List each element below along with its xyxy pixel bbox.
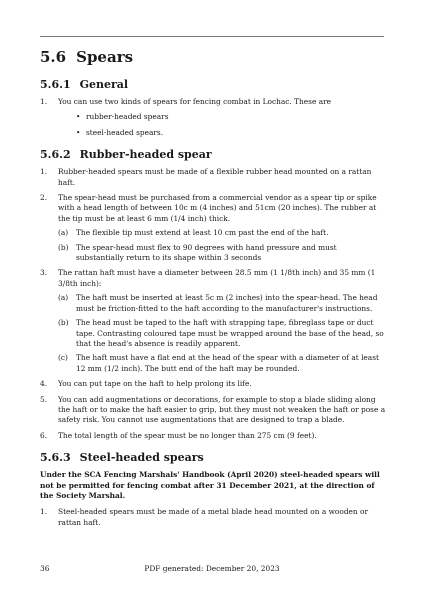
subsection-heading-rubber: 5.6.2 Rubber-headed spear — [40, 148, 212, 162]
generated-date: PDF generated: December 20, 2023 — [144, 564, 280, 573]
list-item: 3. The rattan haft must have a diameter between 28.5 mm (1 1/8th inch) and 35 mm (1 3/8th inch): (a) The haft must be inserted at least 5c m (2 inches) into the spear-head. The head must be friction-fitted to the haft according to the manufacturer's instructions. (b) The head must be taped to the haft with strapping tape, fibreglass tape or duct tape. Contrasting coloured tape must be wrapped around the base of the head, so that the head's absence is readily apparent. (c) The haft must have a flat end at the head of the spear with a diameter of at least 12 mm (1/2 inch). The butt end of the haft may be rounded. — [40, 268, 386, 374]
list-item: 2. The spear-head must be purchased from a commercial vendor as a spear tip or spike with a head length of between 10c m (4 inches) and 51cm (20 inches). The rubber at the tip must be at least 6 mm (1/4 inch) thick. (a) The flexible tip must extend at least 10 cm past the end of the haft. (b) The spear-head must flex to 90 degrees with hand pressure and must substantially return to its shape within 3 seconds — [40, 193, 386, 263]
bullet-icon: • — [76, 127, 81, 137]
bullet-item: • steel-headed spears. — [76, 127, 164, 137]
list-item: 6. The total length of the spear must be no longer than 275 cm (9 feet). — [40, 430, 317, 440]
bullet-item: • rubber-headed spears — [76, 112, 169, 122]
page-content — [40, 48, 386, 533]
general-list — [40, 97, 386, 138]
bullet-icon: • — [76, 112, 81, 122]
sub-item: (a) The haft must be inserted at least 5c m (2 inches) into the spear-head. The head must be friction-fitted to the haft according to the manufacturer's instructions. — [58, 293, 378, 313]
sub-item: (c) The haft must have a flat end at the head of the spear with a diameter of at least 12 mm (1/2 inch). The butt end of the haft may be rounded. — [58, 353, 379, 373]
sub-item: (a) The flexible tip must extend at least 10 cm past the end of the haft. — [58, 228, 329, 238]
section-heading: 5.6 Spears — [40, 48, 134, 66]
list-item: 5. You can add augmentations or decorations, for example to stop a blade sliding along the haft or to make the haft easier to grip, but they must not weaken the haft or pose a safety risk. You cannot use augmentations that are designed to trap a blade. — [40, 394, 386, 425]
list-item: 1. You can use two kinds of spears for fencing combat in Lochac. These are • rubber-headed spears • steel-headed spears. — [40, 97, 386, 138]
steel-notice: Under the SCA Fencing Marshals' Handbook (April 2020) steel-headed spears will not be permitted for fencing combat after 31 December 2021, at the direction of the Society Marshal. — [40, 470, 380, 500]
rubber-list — [40, 167, 386, 441]
list-item: 1. Steel-headed spears must be made of a metal blade head mounted on a wooden or rattan haft. — [40, 507, 369, 527]
subsection-heading-steel: 5.6.3 Steel-headed spears — [40, 451, 204, 465]
sub-item: (b) The spear-head must flex to 90 degrees with hand pressure and must substantially return to its shape within 3 seconds — [58, 242, 337, 263]
list-item: 1. Rubber-headed spears must be made of a flexible rubber head mounted on a rattan haft. — [40, 167, 372, 187]
steel-list — [40, 507, 386, 528]
sub-item: (b) The head must be taped to the haft with strapping tape, fibreglass tape or duct tape. Contrasting coloured tape must be wrapped around the base of the head, so that the head's absence is readily apparent. — [58, 318, 384, 348]
subsection-heading-general: 5.6.1 General — [40, 78, 129, 91]
list-item: 4. You can put tape on the haft to help prolong its life. — [40, 379, 252, 389]
header-rule — [40, 36, 384, 37]
page-number: 36 — [40, 564, 50, 573]
